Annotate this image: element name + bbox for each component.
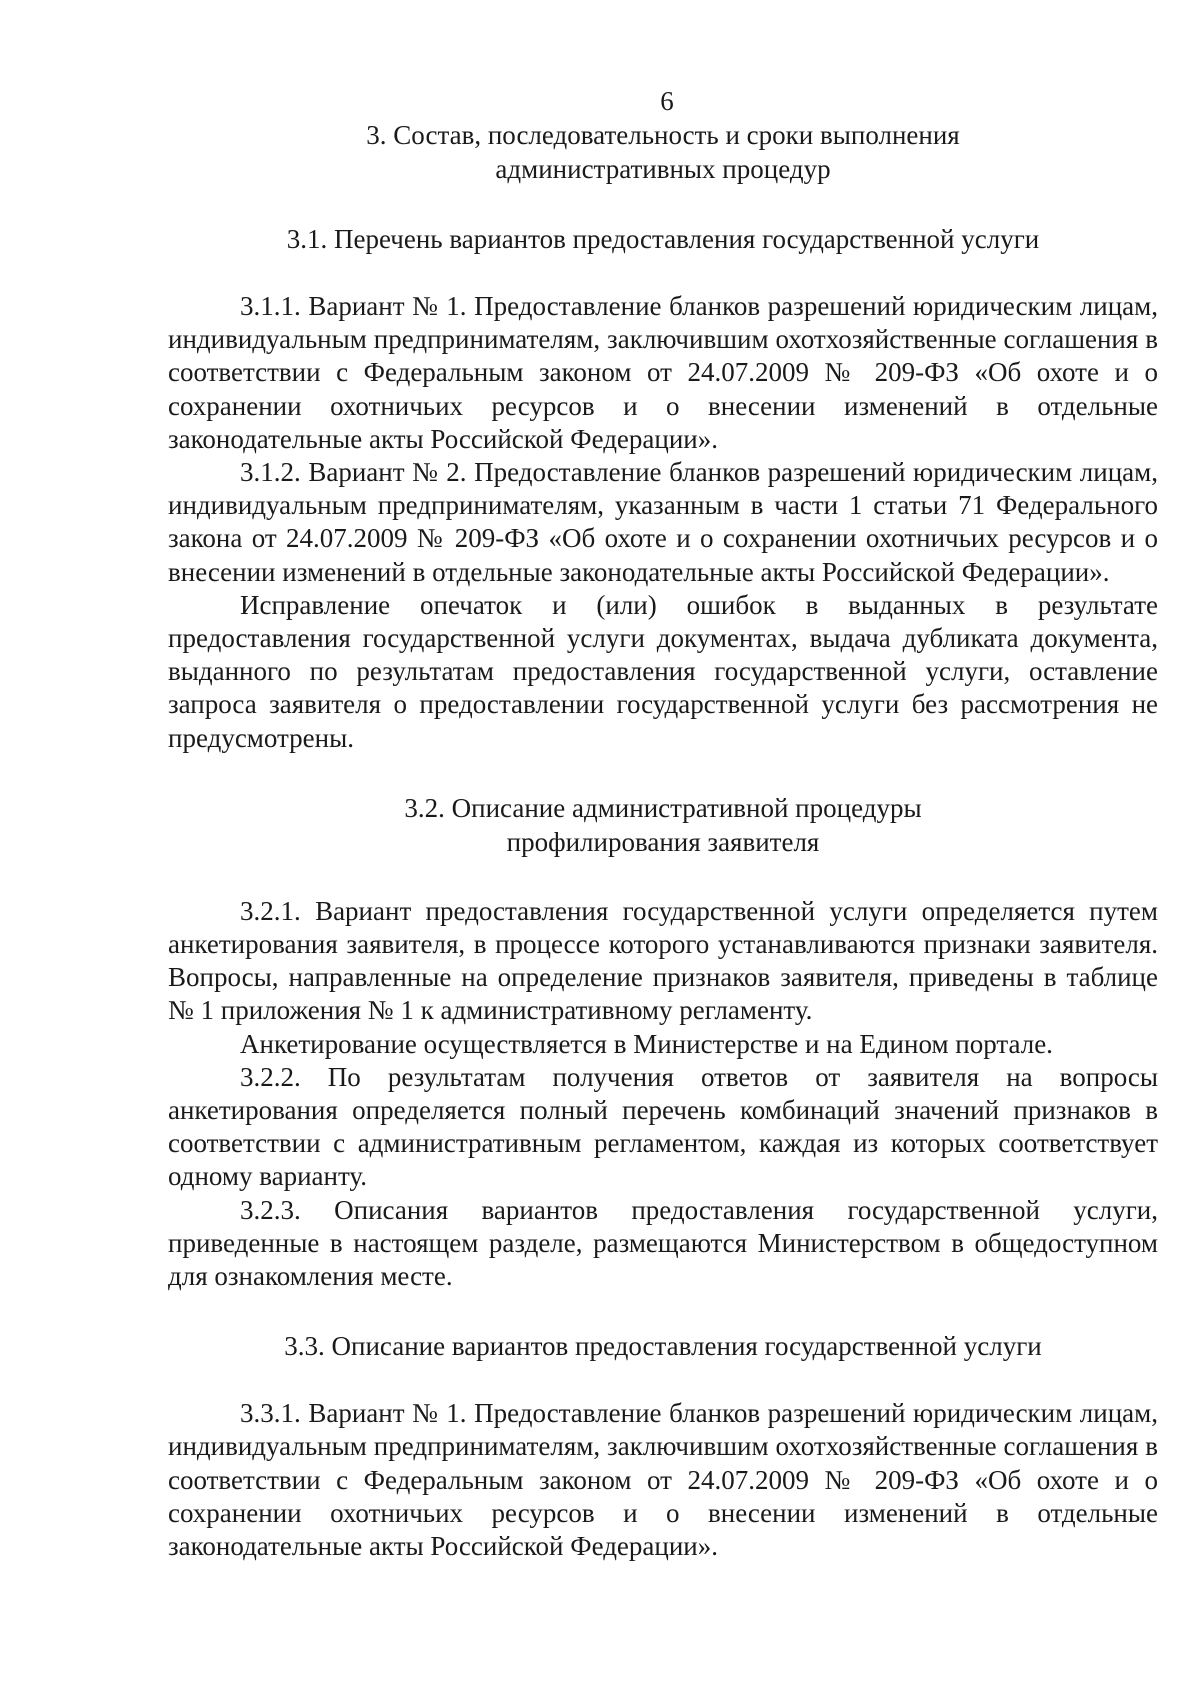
paragraph-3-2-2: 3.2.2. По результатам получения ответов от заявителя на вопросы анкетирования определяется полный перечень комбинаций значений признаков в соответствии с административным регламентом, каждая из которых соответствует одному варианту. [168,1061,1158,1192]
document-page [168,84,1158,1563]
paragraph-3-2-3: 3.2.3. Описания вариантов предоставления государственной услуги, приведенные в настоящем разделе, размещаются Министерством в общедоступном для ознакомления месте. [168,1194,1158,1292]
paragraph-3-1-corrections: Исправление опечаток и (или) ошибок в выданных в результате предоставления государственной услуги документах, выдача дубликата документа, выданного по результатам предоставления государственной услуги, оставление запроса заявителя о предоставлении государственной услуги без рассмотрения не предусмотрены. [168,589,1158,753]
section-3-2-heading [168,791,1158,859]
section-3-heading-line-2: административных процедур [495,154,831,184]
paragraph-3-3-1: 3.3.1. Вариант № 1. Предоставление бланков разрешений юридическим лицам, индивидуальным предпринимателям, заключившим охотхозяйственные соглашения в соответствии с Федеральным законом от 24.07.2009 № 209-ФЗ «Об охоте и о сохранении охотничьих ресурсов и о внесении изменений в отдельные законодательные акты Российской Федерации». [168,1398,1158,1562]
paragraph-3-1-2: 3.1.2. Вариант № 2. Предоставление бланков разрешений юридическим лицам, индивидуальным предпринимателям, указанным в части 1 статьи 71 Федерального закона от 24.07.2009 № 209-ФЗ «Об охоте и о сохранении охотничьих ресурсов и о внесении изменений в отдельные законодательные акты Российской Федерации». [168,457,1158,587]
paragraph-3-2-survey: Анкетирование осуществляется в Министерстве и на Едином портале. [240,1028,1053,1059]
page-number: 6 [660,86,674,116]
section-3-1-heading: 3.1. Перечень вариантов предоставления государственной услуги [286,224,1040,254]
section-3-heading [168,118,1158,186]
section-3-2-heading-line-2: профилирования заявителя [506,826,820,857]
section-3-3-heading: 3.3. Описание вариантов предоставления государственной услуги [284,1331,1042,1362]
paragraph-3-1-1: 3.1.1. Вариант № 1. Предоставление бланков разрешений юридическим лицам, индивидуальным предпринимателям, заключившим охотхозяйственные соглашения в соответствии с Федеральным законом от 24.07.2009 № 209-ФЗ «Об охоте и о сохранении охотничьих ресурсов и о внесении изменений в отдельные законодательные акты Российской Федерации». [168,291,1158,454]
section-3-heading-line-1: 3. Состав, последовательность и сроки выполнения [366,120,960,150]
paragraph-3-2-1: 3.2.1. Вариант предоставления государственной услуги определяется путем анкетирования заявителя, в процессе которого устанавливаются признаки заявителя. Вопросы, направленные на определение признаков заявителя, приведены в таблице № 1 приложения № 1 к административному регламенту. [168,895,1158,1026]
section-3-2-heading-line-1: 3.2. Описание административной процедуры [404,792,922,823]
